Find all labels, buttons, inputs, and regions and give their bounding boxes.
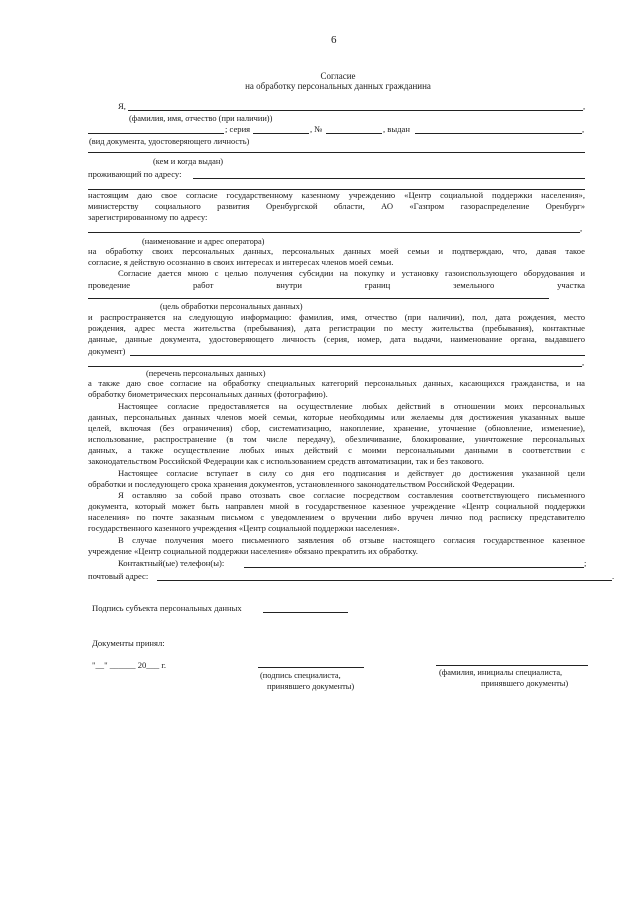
issued-by-field-line[interactable] [88, 152, 585, 153]
actions-line-5: данных, а также осуществление любых иных действий с моими персональными данными в соответствии с [88, 445, 585, 455]
revoke-line-3: населения» по почте заказным письмом с уведомлением о вручении либо вручен лично под расписку представителю [88, 512, 585, 522]
operator-caption: (наименование и адрес оператора) [142, 237, 265, 246]
special-line-2: обработку биометрических персональных данных (фотографию). [88, 389, 328, 399]
consent-line-3: зарегистрированному по адресу: [88, 212, 208, 222]
special-line-1: а также даю свое согласие на обработку специальных категорий персональных данных, касающихся гражданства, и на [88, 378, 585, 388]
processing-line-1: на обработку своих персональных данных, персональных данных моей семьи и подтверждаю, что, давая такое [88, 246, 585, 256]
purpose-line-1: Согласие дается мною с целью получения субсидии на покупку и установку газоиспользующего оборудования и [118, 268, 585, 278]
actions-line-6: законодательством Российской Федерации как с использованием средств автоматизации, так и без такового. [88, 456, 484, 466]
consent-line-2: министерству социального развития Оренбургской области, АО «Газпром газораспределение Оренбург» [88, 201, 585, 211]
info-line-1: и распространяется на следующую информацию: фамилия, имя, отчество (при наличии), пол, дата рождения, место [88, 312, 585, 322]
signature-field-line[interactable] [263, 612, 348, 613]
list-caption: (перечень персональных данных) [146, 369, 266, 378]
fio-field-line[interactable] [128, 110, 583, 111]
doc-caption: (вид документа, удостоверяющего личность) [89, 137, 250, 146]
semicolon-1: ; [584, 558, 587, 568]
comma-1: , [583, 101, 586, 111]
revoke-line-4: государственного казенного учреждения «Центр социальной поддержки населения». [88, 523, 400, 533]
date-field[interactable]: "__" ______ 20___ г. [92, 660, 167, 670]
stop-line-1: В случае получения моего письменного заявления об отзыве настоящего согласия государственное казенное [118, 535, 585, 545]
ya-label: Я, [118, 101, 126, 111]
actions-line-1: Настоящее согласие предоставляется на осуществление любых действий в отношении моих персональных [118, 401, 585, 411]
address-field-line[interactable] [193, 178, 585, 179]
comma-3: , [580, 223, 583, 233]
postal-field-line[interactable] [157, 580, 612, 581]
operator-field-line[interactable] [88, 232, 580, 233]
signature-label: Подпись субъекта персональных данных [92, 603, 242, 613]
info-line-4: документ) [88, 346, 126, 356]
fio-caption: (фамилия, имя, отчество (при наличии)) [129, 114, 273, 123]
revoke-line-1: Я оставляю за собой право отозвать свое согласие посредством составления соответствующего письменного [118, 490, 585, 500]
sign-caption-2: принявшего документы) [267, 682, 355, 691]
specialist-name-line[interactable] [436, 665, 588, 666]
specialist-signature-line[interactable] [258, 667, 364, 668]
vydan-label: , выдан [383, 124, 410, 134]
info-field-line[interactable] [130, 355, 585, 356]
sign-caption-1: (подпись специалиста, [260, 671, 341, 680]
period-1: . [612, 571, 615, 581]
purpose-caption: (цель обработки персональных данных) [160, 302, 303, 311]
phones-label: Контактный(ые) телефон(ы): [118, 558, 225, 568]
purpose-line-2: проведение работ внутри границ земельного участка [88, 280, 585, 290]
actions-line-3: целей, включая (без ограничения) сбор, систематизацию, накопление, хранение, уточнение (обновление, изменение), [88, 423, 585, 433]
consent-line-1: настоящим даю свое согласие государственному казенному учреждению «Центр социальной поддержки населения», [88, 190, 585, 200]
revoke-line-2: документа, который может быть направлен мной в государственное казенное учреждение «Центр социальной поддержки [88, 501, 585, 511]
kem-caption: (кем и когда выдан) [153, 157, 224, 166]
info-field-line-2[interactable] [88, 366, 582, 367]
info-line-3: данные, данные документа, удостоверяющего личность (серия, номер, дата выдачи, наименование органа, выдавшего [88, 334, 585, 344]
vydan-field-line[interactable] [415, 133, 582, 134]
processing-line-2: согласие, я действую осознанно в своих интересах и интересах членов моей семьи. [88, 257, 394, 267]
nomer-label: , № [310, 124, 323, 134]
doc-type-field-line[interactable] [88, 133, 224, 134]
actions-line-4: использование, распространение (в том числе передачу), обезличивание, блокирование, уничтожение персональных [88, 434, 585, 444]
accepted-label: Документы принял: [92, 638, 165, 648]
phones-field-line[interactable] [244, 567, 584, 568]
form-title: Согласие [320, 71, 356, 81]
validity-line-1: Настоящее согласие вступает в силу со дня его подписания и действует до достижения указанной цели [118, 468, 585, 478]
validity-line-2: обработки и последующего срока хранения документов, установленного законодательством Российской Федерации. [88, 479, 515, 489]
info-line-2: рождения, адрес места жительства (пребывания), дата регистрации по месту жительства (пребывания), контактные [88, 323, 585, 333]
comma-4: , [582, 357, 585, 367]
comma-2: , [582, 124, 585, 134]
actions-line-2: данных, персональных данных членов моей семьи, которые необходимы или желаемы для достижения указанных выше [88, 412, 585, 422]
page-number: 6 [331, 34, 337, 46]
postal-label: почтовый адрес: [88, 571, 149, 581]
form-subtitle: на обработку персональных данных гражданина [245, 81, 431, 91]
seriya-field-line[interactable] [253, 133, 309, 134]
seriya-label: ; серия [225, 124, 251, 134]
name-caption-1: (фамилия, инициалы специалиста, [439, 668, 563, 677]
stop-line-2: учреждение «Центр социальной поддержки населения» обязано прекратить их обработку. [88, 546, 418, 556]
purpose-field-line[interactable] [88, 298, 549, 299]
name-caption-2: принявшего документы) [481, 679, 569, 688]
address-label: проживающий по адресу: [88, 169, 182, 179]
nomer-field-line[interactable] [326, 133, 382, 134]
